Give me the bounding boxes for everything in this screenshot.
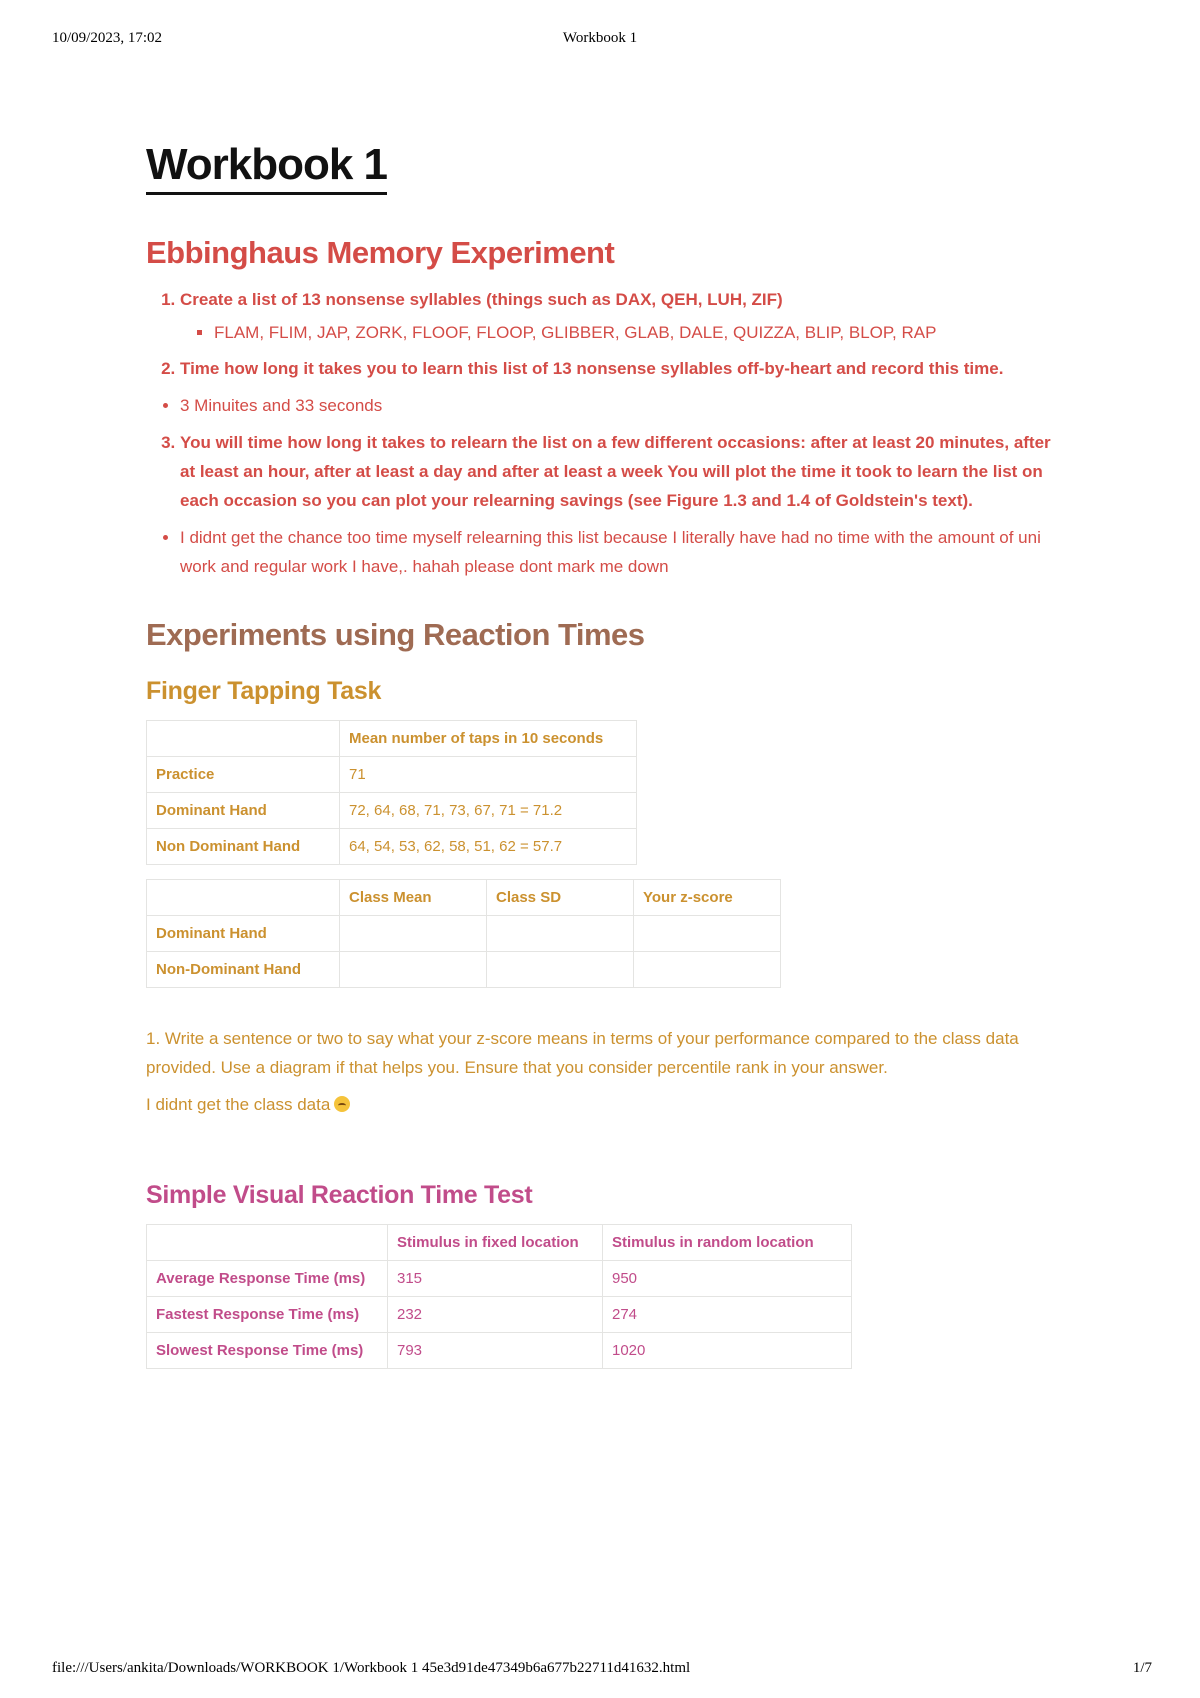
step-2: 2. Time how long it takes you to learn this list of 13 nonsense syllables off-by-heart and record this time. (180, 354, 1066, 383)
print-page-number: 1/7 (1132, 1660, 1152, 1676)
step-3: 3. You will time how long it takes to relearn the list on a few different occasions: after at least 20 minutes, after at least an hour, after at least a day and after at least a week You will plot the time it took to learn the list on each occasion so you can plot your relearning savings (see Figure 1.3 and 1.4 of Goldstein's text). (180, 428, 1066, 515)
print-datetime: 10/09/2023, 17:02 (52, 30, 163, 46)
table-row: Dominant Hand (147, 916, 781, 952)
step-1: 1. Create a list of 13 nonsense syllables (things such as DAX, QEH, LUH, ZIF) ▪ FLAM, FLIM, JAP, ZORK, FLOOF, FLOOP, GLIBBER, GLAB, DALE, QUIZZA, BLIP, BLOP, RAP (180, 285, 1066, 346)
step-1-answer-list (180, 320, 1066, 346)
table-row: Dominant Hand 72, 64, 68, 71, 73, 67, 71 = 71.2 (147, 793, 637, 829)
print-file-path: file:///Users/ankita/Downloads/WORKBOOK 1/Workbook 1 45e3d91de47349b6a677b22711d41632.html (52, 1660, 691, 1676)
z-score-question: 1. Write a sentence or two to say what your z-score means in terms of your performance compared to the class data provided. Use a diagram if that helps you. Ensure that you consider percentile rank in your answer. (146, 1029, 1019, 1077)
finger-tapping-table (146, 720, 637, 865)
document-page (146, 140, 1066, 1383)
ebbinghaus-steps (146, 285, 1066, 383)
table-header-row: Class Mean Class SD Your z-score (147, 880, 781, 916)
print-title: Workbook 1 (562, 30, 638, 46)
reaction-heading: Experiments using Reaction Times (146, 617, 645, 652)
table-header-row: Stimulus in fixed location Stimulus in random location (147, 1225, 852, 1261)
print-header (0, 30, 1200, 50)
step-3-answer: • I didnt get the chance too time myself relearning this list because I literally have had no time with the amount of uni work and regular work I have,. hahah please dont mark me down (180, 523, 1066, 581)
table-row: Non Dominant Hand 64, 54, 53, 62, 58, 51, 62 = 57.7 (147, 829, 637, 865)
table-row: Average Response Time (ms) 315 950 (147, 1261, 852, 1297)
table-row: Slowest Response Time (ms) 793 1020 (147, 1333, 852, 1369)
ebbinghaus-steps-cont (146, 428, 1066, 515)
z-score-answer: I didnt get the class data (146, 1090, 1066, 1119)
step-1-answer: ▪ FLAM, FLIM, JAP, ZORK, FLOOF, FLOOP, GLIBBER, GLAB, DALE, QUIZZA, BLIP, BLOP, RAP (214, 320, 1066, 346)
visual-reaction-table (146, 1224, 852, 1369)
table-header-row: Mean number of taps in 10 seconds (147, 721, 637, 757)
page-title: Workbook 1 (146, 140, 387, 195)
visual-reaction-heading: Simple Visual Reaction Time Test (146, 1181, 533, 1209)
disappointed-face-icon (334, 1096, 350, 1112)
table-row: Practice 71 (147, 757, 637, 793)
ebbinghaus-heading: Ebbinghaus Memory Experiment (146, 235, 615, 270)
finger-tapping-heading: Finger Tapping Task (146, 677, 382, 705)
table-row: Fastest Response Time (ms) 232 274 (147, 1297, 852, 1333)
print-footer (0, 1660, 1200, 1680)
step-3-answer-list (146, 523, 1066, 581)
step-2-answer-list (146, 391, 1066, 420)
step-2-answer: • 3 Minuites and 33 seconds (180, 391, 1066, 420)
z-score-table (146, 879, 781, 988)
table-row: Non-Dominant Hand (147, 952, 781, 988)
